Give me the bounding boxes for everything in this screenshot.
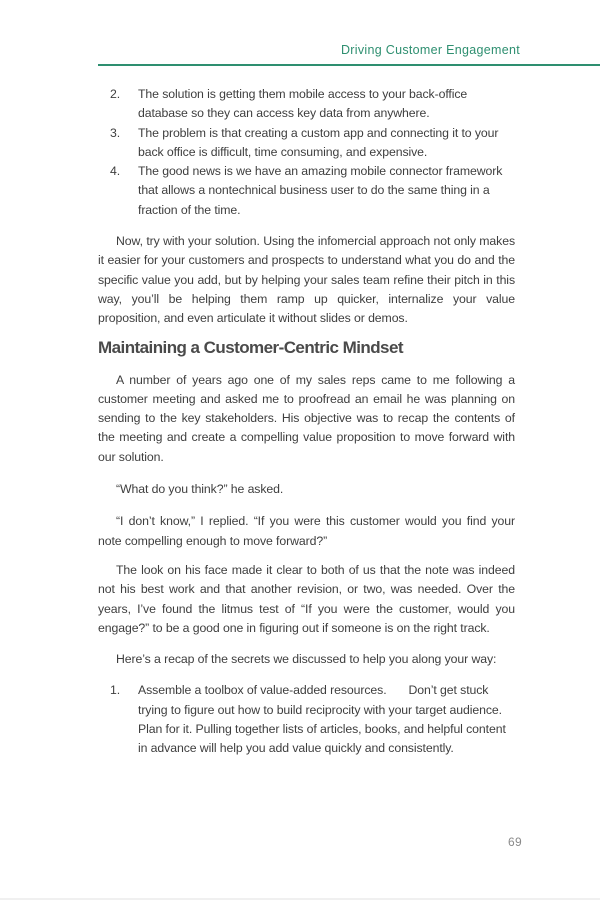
paragraph: The look on his face made it clear to both of us that the note was indeed not his best work and that another revision, or two, was needed. Over the years, I’ve found the litmus test of “If you were the customer, would you engage?” to be a good one in figuring out if someone is on the right track.	[98, 562, 515, 635]
running-header: Driving Customer Engagement	[340, 43, 520, 57]
list-item-text: The solution is getting them mobile access to your back-office database so they can access key data from anywhere.	[138, 87, 468, 121]
paragraph: Now, try with your solution. Using the infomercial approach not only makes it easier for your customers and prospects to understand what you do and the specific value you add, but by helping your sales team refine their pitch in this way, you’ll be helping them ramp up quicker, internalize your value proposition, and even articulate it without slides or demos.	[98, 234, 515, 326]
list-item-number: 1.	[110, 683, 121, 698]
paragraph: Here’s a recap of the secrets we discussed to help you along your way:	[116, 652, 497, 667]
list-item-text	[138, 681, 515, 758]
list-item-rest: Don’t get stuck trying to figure out how to build reciprocity with your target audience. Plan for it. Pulling together lists of articles, books, and helpful content in advance will help you add value quickly and consistently.	[138, 683, 506, 756]
page-number: 69	[508, 835, 522, 849]
numbered-list-bottom	[98, 681, 515, 758]
page-body	[98, 0, 515, 759]
dialogue-paragraph: “What do you think?” he asked.	[116, 482, 284, 497]
list-item-lead: Assemble a toolbox of value-added resources.	[138, 683, 387, 698]
list-item-number: 2.	[110, 87, 121, 101]
list-item-number: 4.	[110, 164, 121, 179]
list-item	[98, 124, 515, 163]
list-item-number: 3.	[110, 125, 121, 140]
paragraph: A number of years ago one of my sales reps came to me following a customer meeting and asked me to proofread an email he was planning on sending to the key stakeholders. His objective was to recap the contents of the meeting and create a compelling value proposition to move forward with our solution.	[98, 372, 515, 464]
list-item	[98, 681, 515, 758]
list-item	[98, 162, 515, 220]
list-item-text: The problem is that creating a custom app and connecting it to your back office is difficult, time consuming, and expensive.	[138, 125, 499, 159]
dialogue-paragraph: “I don’t know,” I replied. “If you were this customer would you find your note compelling enough to move forward?”	[98, 514, 515, 548]
section-heading: Maintaining a Customer-Centric Mindset	[98, 337, 403, 357]
list-item-text: The good news is we have an amazing mobile connector framework that allows a nontechnical business user to do the same thing in a fraction of the time.	[138, 164, 503, 217]
list-item	[98, 85, 515, 124]
numbered-list-top	[98, 85, 515, 220]
